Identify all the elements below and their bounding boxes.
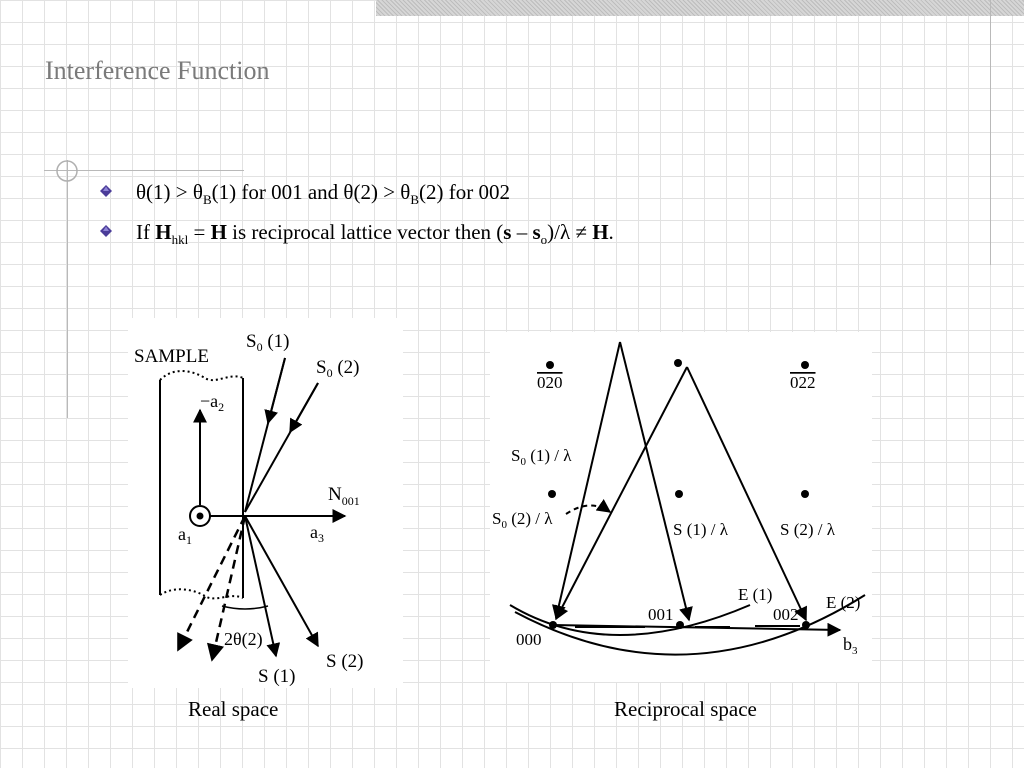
s2-lambda-label: S (2) / λ	[780, 520, 835, 539]
lattice-point-012	[801, 490, 809, 498]
label-000: 000	[516, 630, 542, 649]
label-001: 001	[648, 605, 674, 624]
s0-2-vector-arrow	[556, 367, 687, 619]
real-space-caption: Real space	[188, 697, 279, 721]
e1-label: E (1)	[738, 585, 773, 604]
bullet-text-1: $\theta(1) > \theta_B(1)$ for 001 and $\theta(2) > \theta_B(2)$ for 002	[136, 180, 511, 208]
lattice-point-010	[548, 490, 556, 498]
s0-2-lambda-label: $S_0$ (2) / λ	[492, 509, 553, 531]
lattice-point-top-mid	[674, 359, 682, 367]
reciprocal-space-caption: Reciprocal space	[614, 697, 757, 721]
s0-1-vector-arrow	[556, 342, 620, 618]
label-022: 022	[790, 373, 816, 392]
bullet-text-2: If $H_{hkl} = H$ is reciprocal lattice vector then $(s - s_o)/\lambda \ne H$.	[136, 220, 614, 248]
two-theta-label: 2θ(2)	[224, 629, 263, 649]
a1-label: $a_1$	[178, 524, 192, 547]
ewald-sphere-1	[510, 605, 750, 635]
s2-label: S (2)	[326, 651, 364, 672]
sample-label: SAMPLE	[134, 346, 209, 367]
s2-vector-arrow	[687, 367, 806, 620]
s0-1-lambda-label: $S_0$ (1) / λ	[511, 446, 572, 468]
s0-2-pointer	[566, 505, 610, 514]
a3-label: $a_3$	[310, 522, 324, 545]
label-020: 020	[537, 373, 563, 392]
s1-label: S (1)	[258, 666, 296, 687]
n001-label: $N_{001}$	[328, 484, 360, 508]
lattice-point-011	[675, 490, 683, 498]
s0-2-label: $S_0$ (2)	[316, 357, 360, 380]
minus-a2-label: $-a_2$	[200, 391, 225, 414]
slide-title: Interference Function	[45, 56, 270, 85]
b3-label: $b_3$	[843, 634, 858, 657]
e2-label: E (2)	[826, 593, 861, 612]
lattice-point-022	[801, 361, 809, 369]
label-002: 002	[773, 605, 799, 624]
s1-lambda-label: S (1) / λ	[673, 520, 728, 539]
s0-1-label: $S_0$ (1)	[246, 331, 290, 354]
lattice-point-020	[546, 361, 554, 369]
